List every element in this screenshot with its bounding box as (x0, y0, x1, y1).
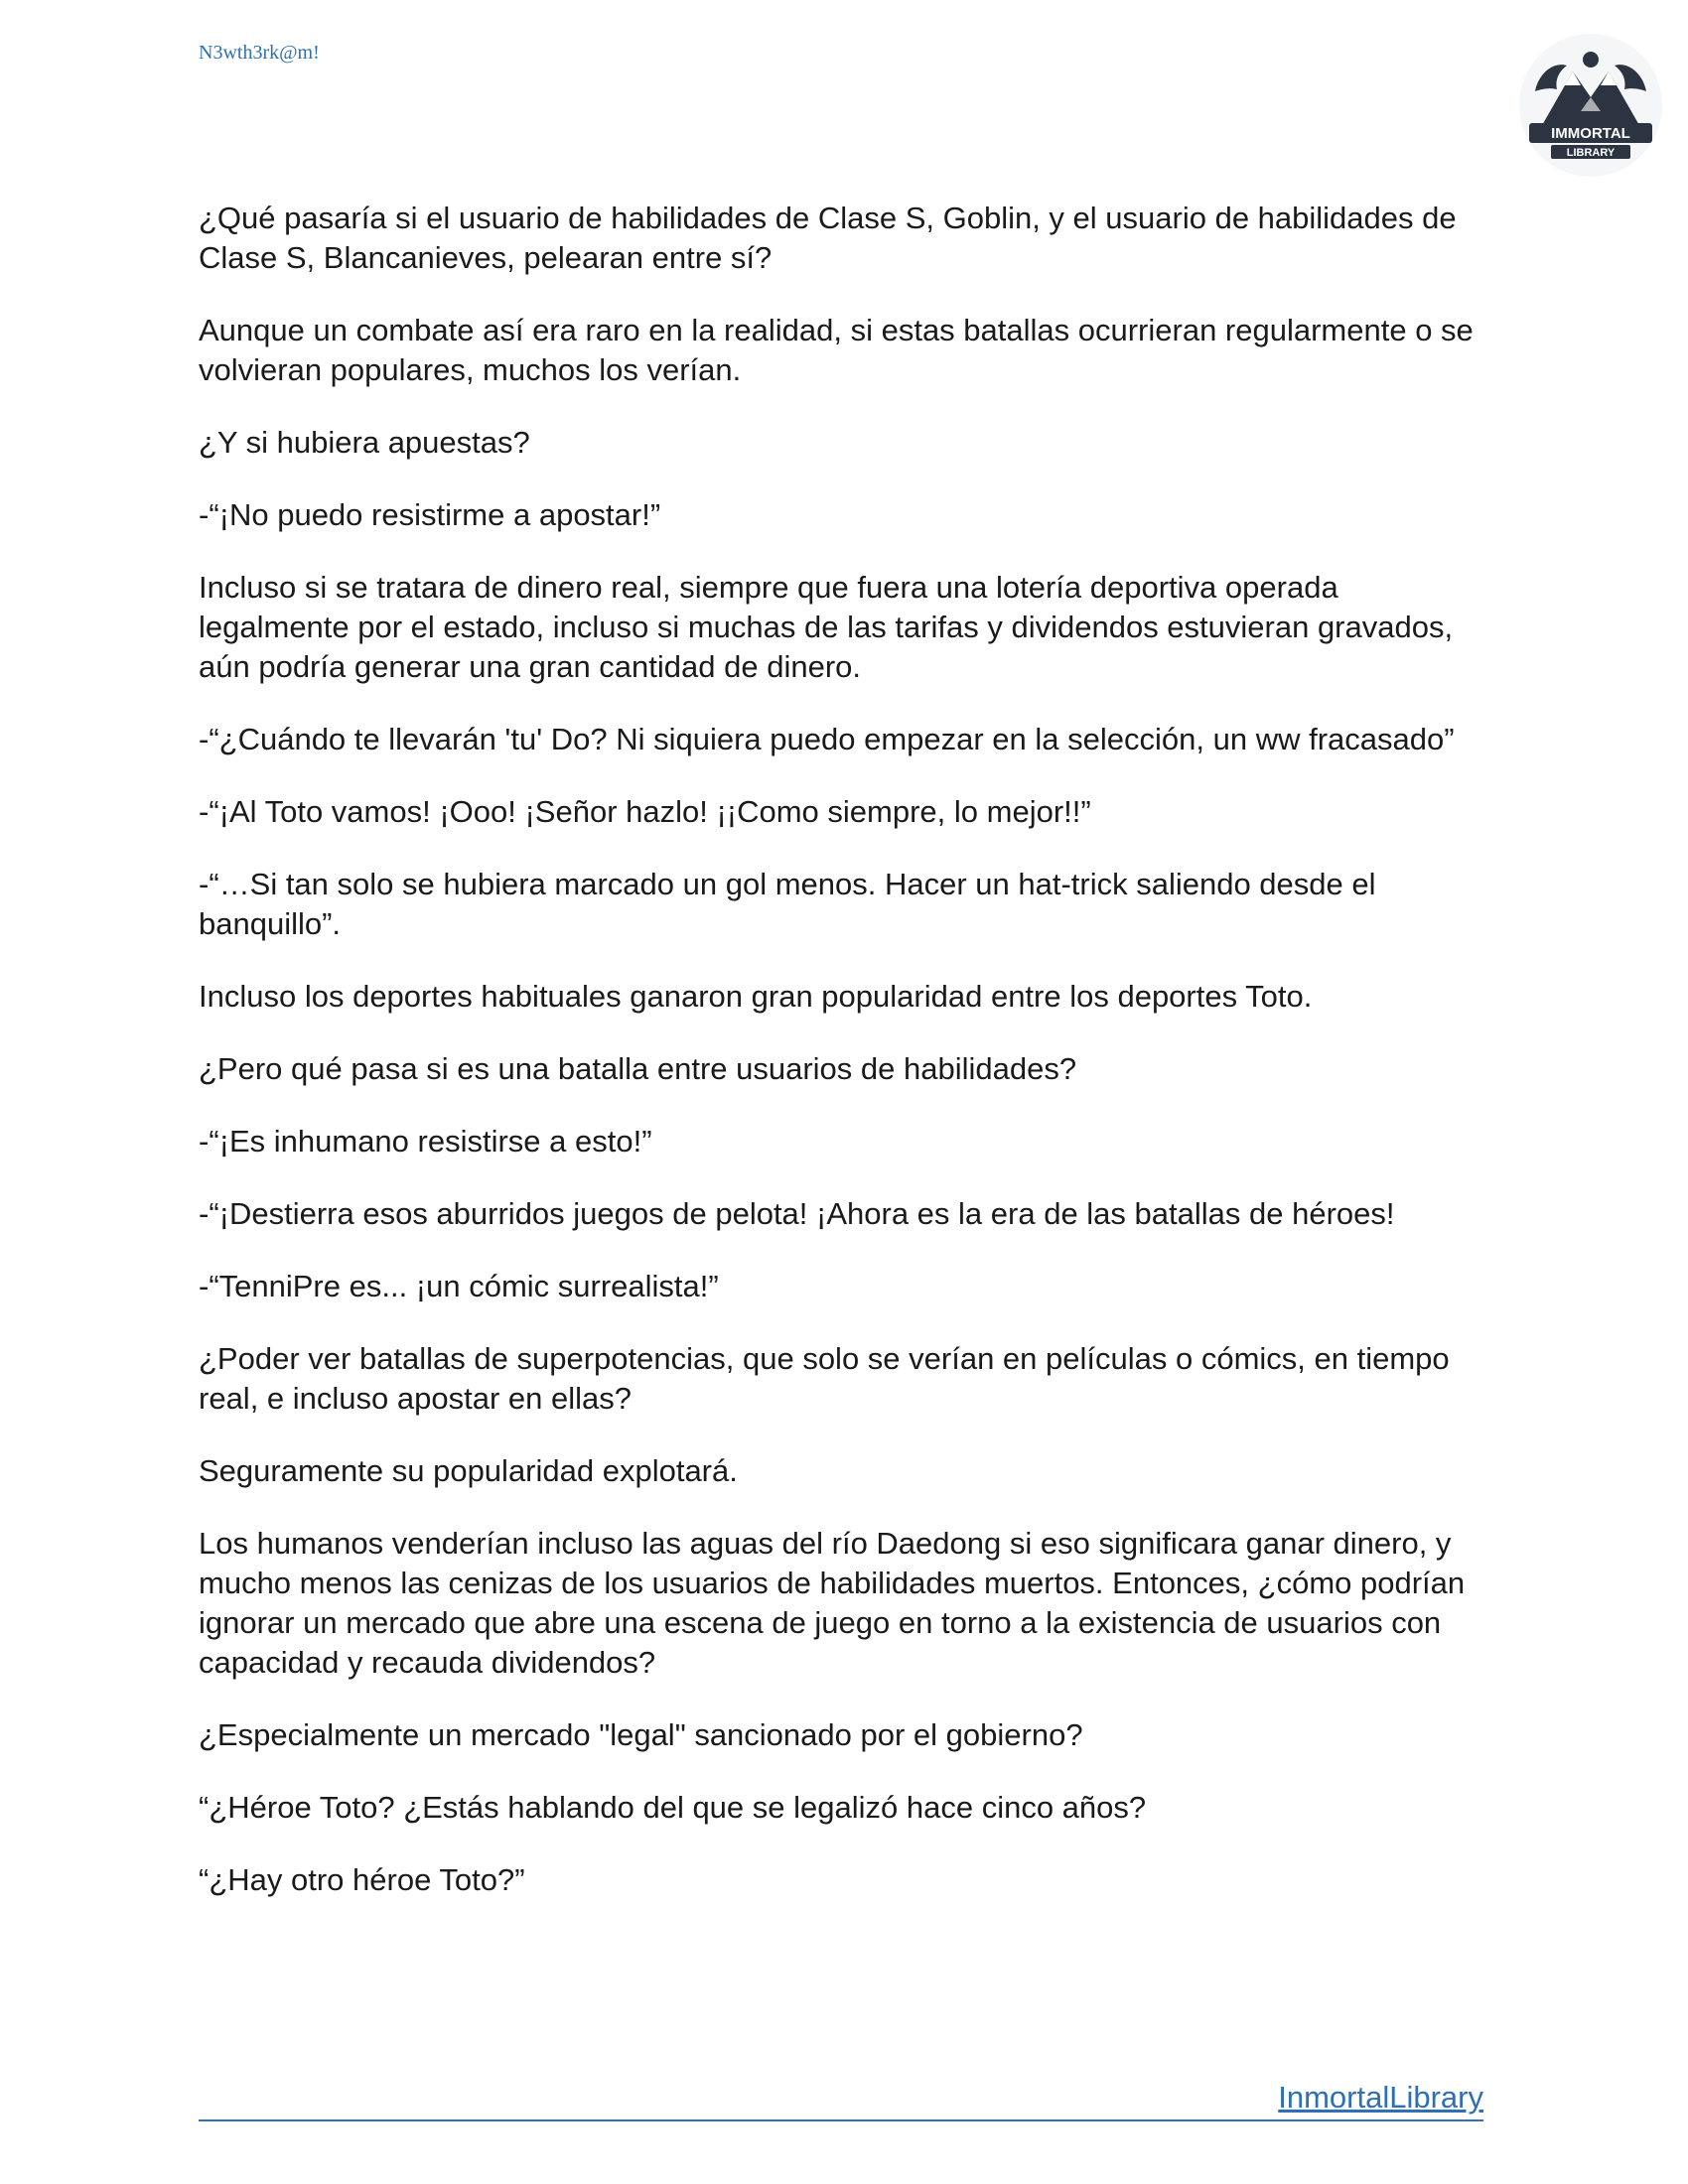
logo-text-top: IMMORTAL (1551, 125, 1630, 142)
logo-text-bottom: LIBRARY (1566, 147, 1616, 159)
paragraph: ¿Especialmente un mercado "legal" sancionado por el gobierno? (199, 1717, 1083, 1752)
paragraph: -“TenniPre es... ¡un cómic surrealista!” (199, 1269, 719, 1303)
paragraph: ¿Y si hubiera apuestas? (199, 425, 530, 460)
footer-link[interactable]: InmortalLibrary (1278, 2080, 1483, 2115)
paragraph: -“¡Es inhumano resistirse a esto!” (199, 1124, 652, 1159)
paragraph: “¿Héroe Toto? ¿Estás hablando del que se legalizó hace cinco años? (199, 1790, 1147, 1825)
paragraph: ¿Pero qué pasa si es una batalla entre usuarios de habilidades? (199, 1051, 1077, 1086)
footer-rule (199, 2078, 1483, 2121)
paragraph: “¿Hay otro héroe Toto?” (199, 1862, 525, 1897)
paragraph: -“¡Al Toto vamos! ¡Ooo! ¡Señor hazlo! ¡¡Como siempre, lo mejor!!” (199, 794, 1091, 829)
paragraph: Incluso los deportes habituales ganaron gran popularidad entre los deportes Toto. (199, 979, 1313, 1014)
dragon-crest-icon (1517, 32, 1664, 179)
paragraph: Seguramente su popularidad explotará. (199, 1453, 738, 1488)
paragraph: Aunque un combate así era raro en la realidad, si estas batallas ocurrieran regularmente o se volvieran populares, muchos los verían. (199, 313, 1474, 387)
paragraph: Incluso si se tratara de dinero real, siempre que fuera una lotería deportiva operada legalmente por el estado, incluso si muchas de las tarifas y dividendos estuvieran gravados, aún podría generar una gran cantidad de dinero. (199, 570, 1454, 684)
paragraph: -“¡No puedo resistirme a apostar!” (199, 497, 661, 532)
paragraph: Los humanos venderían incluso las aguas del río Daedong si eso significara ganar dinero, y mucho menos las cenizas de los usuarios de habilidades muertos. Entonces, ¿cómo podrían ignorar un mercado que abre una escena de juego en torno a la existencia de usuarios con capacidad y recauda dividendos? (199, 1526, 1466, 1680)
paragraph: -“¡Destierra esos aburridos juegos de pelota! ¡Ahora es la era de las batallas de héroes! (199, 1196, 1395, 1231)
paragraph: -“…Si tan solo se hubiera marcado un gol menos. Hacer un hat-trick saliendo desde el banquillo”. (199, 867, 1376, 941)
paragraph: ¿Poder ver batallas de superpotencias, que solo se verían en películas o cómics, en tiempo real, e incluso apostar en ellas? (199, 1341, 1450, 1416)
immortal-library-logo (1517, 32, 1664, 179)
paragraph: ¿Qué pasaría si el usuario de habilidades de Clase S, Goblin, y el usuario de habilidades de Clase S, Blancanieves, pelearan entre sí? (199, 201, 1457, 275)
document-body (199, 199, 1489, 1933)
header-watermark: N3wth3rk@m! (199, 42, 320, 64)
paragraph: -“¿Cuándo te llevarán 'tu' Do? Ni siquiera puedo empezar en la selección, un ww fracasado” (199, 722, 1455, 756)
